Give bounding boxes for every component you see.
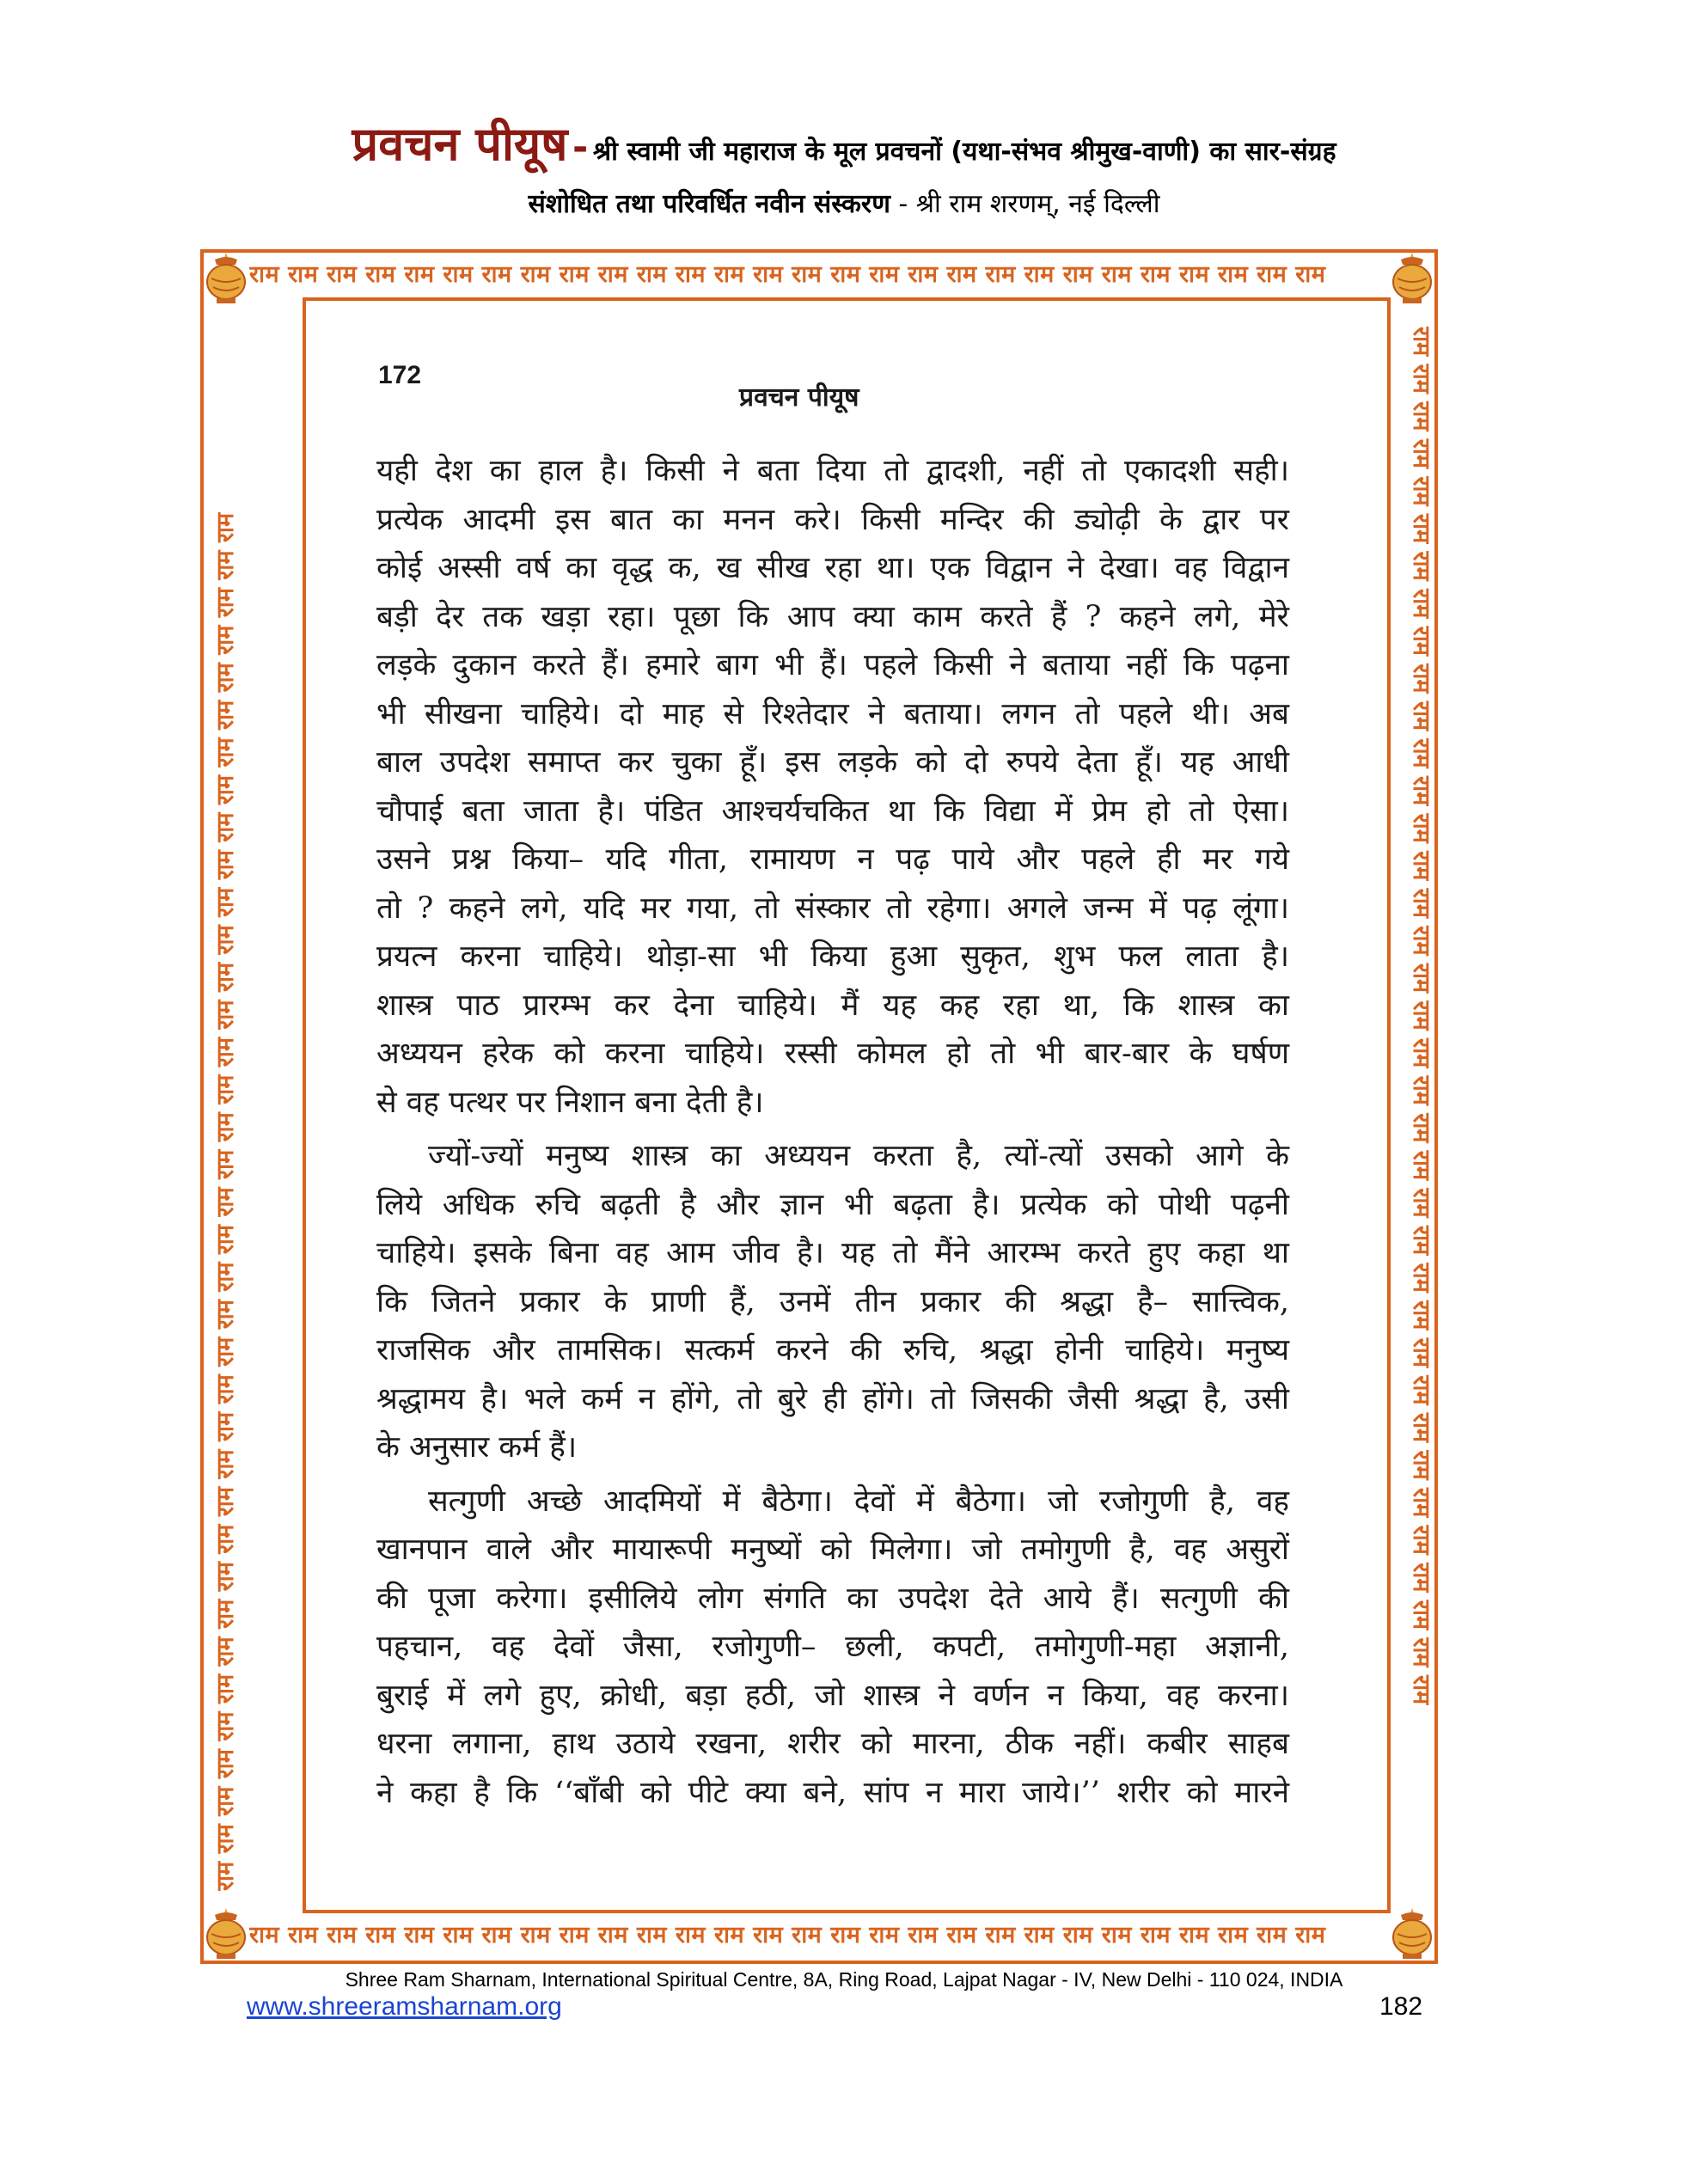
body-text-line: की पूजा करेगा। इसीलिये लोग संगति का उपदेश देते आये हैं। सत्गुणी की (376, 1581, 1289, 1616)
scan-running-title: प्रवचन पीयूष (739, 382, 859, 413)
book-subtitle: श्री स्वामी जी महाराज के मूल प्रवचनों (यथा-संभव श्रीमुख-वाणी) का सार-संग्रह (592, 137, 1336, 167)
body-text-line: राजसिक और तामसिक। सत्कर्म करने की रुचि, श्रद्धा होनी चाहिये। मनुष्य (376, 1333, 1289, 1367)
body-text-line: अध्ययन हरेक को करना चाहिये। रस्सी कोमल हो तो भी बार-बार के घर्षण (376, 1037, 1289, 1071)
ram-border-top: राम राम राम राम राम राम राम राम राम राम राम राम राम राम राम राम राम राम राम राम राम राम राम राम राम राम राम राम (249, 261, 1326, 288)
body-text-line: लड़के दुकान करते हैं। हमारे बाग भी हैं। पहले किसी ने बताया नहीं कि पढ़ना (376, 648, 1289, 682)
kalash-icon (1389, 251, 1435, 304)
body-text-line: चाहिये। इसके बिना वह आम जीव है। यह तो मैंने आरम्भ करते हुए कहा था (376, 1236, 1289, 1270)
body-text-line: बाल उपदेश समाप्त कर चुका हूँ। इस लड़के को दो रुपये देता हूँ। यह आधी (376, 745, 1289, 780)
body-text-line: उसने प्रश्न किया– यदि गीता, रामायण न पढ़ पाये और पहले ही मर गये (376, 842, 1289, 877)
body-text-line: खानपान वाले और मायारूपी मनुष्यों को मिलेगा। जो तमोगुणी है, वह असुरों (376, 1532, 1289, 1567)
scan-page-number: 172 (378, 361, 422, 389)
body-text-line: सत्गुणी अच्छे आदमियों में बैठेगा। देवों में बैठेगा। जो रजोगुणी है, वह (428, 1484, 1289, 1519)
body-text-line: चौपाई बता जाता है। पंडित आश्चर्यचकित था कि विद्या में प्रेम हो तो ऐसा। (376, 793, 1289, 829)
body-text-line: कि जितने प्रकार के प्राणी हैं, उनमें तीन प्रकार की श्रद्धा है– सात्त्विक, (376, 1284, 1289, 1319)
ram-border-bottom: राम राम राम राम राम राम राम राम राम राम राम राम राम राम राम राम राम राम राम राम राम राम राम राम राम राम राम राम (249, 1922, 1326, 1948)
body-text-line: बड़ी देर तक खड़ा रहा। पूछा कि आप क्या काम करते हैं ? कहने लगे, मेरे (376, 599, 1289, 634)
edition-label: संशोधित तथा परिवर्धित नवीन संस्करण (528, 189, 890, 219)
body-text-line: कोई अस्सी वर्ष का वृद्ध क, ख सीख रहा था। एक विद्वान ने देखा। वह विद्वान (376, 551, 1289, 585)
body-text-line: प्रत्येक आदमी इस बात का मनन करे। किसी मन्दिर की ड्योढ़ी के द्वार पर (376, 502, 1289, 537)
footer-page-number: 182 (1379, 1992, 1423, 2021)
body-text-line: प्रयत्न करना चाहिये। थोड़ा-सा भी किया हुआ सुकृत, शुभ फल लाता है। (376, 939, 1289, 974)
ram-border-right: राम राम राम राम राम राम राम राम राम राम राम राम राम राम राम राम राम राम राम राम राम राम राम राम राम राम राम राम राम राम राम राम राम राम राम राम राम (1408, 327, 1434, 1705)
book-title: प्रवचन पीयूष (352, 117, 568, 171)
body-text-line: ज्यों-ज्यों मनुष्य शास्त्र का अध्ययन करता है, त्यों-त्यों उसको आगे के (428, 1139, 1289, 1173)
title-separator: - (572, 125, 589, 169)
body-text-line: लिये अधिक रुचि बढ़ती है और ज्ञान भी बढ़ता है। प्रत्येक को पोथी पढ़नी (376, 1187, 1289, 1222)
website-link[interactable]: www.shreeramsharnam.org (247, 1992, 562, 2021)
ram-border-left: राम राम राम राम राम राम राम राम राम राम राम राम राम राम राम राम राम राम राम राम राम राम राम राम राम राम राम राम राम राम राम राम राम राम राम राम राम (212, 512, 239, 1891)
page-header-title (0, 110, 1688, 174)
body-text-line: शास्त्र पाठ प्रारम्भ कर देना चाहिये। मैं यह कह रहा था, कि शास्त्र का (376, 988, 1289, 1023)
footer-address: Shree Ram Sharnam, International Spiritual Centre, 8A, Ring Road, Lajpat Nagar - IV, New Delhi - 110 024, INDIA (345, 1968, 1343, 1991)
publisher-label: - श्री राम शरणम्, नई दिल्ली (890, 189, 1160, 219)
body-text-line: धरना लगाना, हाथ उठाये रखना, शरीर को मारना, ठीक नहीं। कबीर साहब (376, 1727, 1289, 1761)
body-text-line: श्रद्धामय है। भले कर्म न होंगे, तो बुरे ही होंगे। तो जिसकी जैसी श्रद्धा है, उसी (376, 1381, 1289, 1416)
body-text-line: ने कहा है कि ‘‘बाँबी को पीटे क्या बने, सांप न मारा जाये।’’ शरीर को मारने (376, 1775, 1289, 1810)
body-text-line: यही देश का हाल है। किसी ने बता दिया तो द्वादशी, नहीं तो एकादशी सही। (376, 454, 1289, 488)
scanned-page (378, 344, 1289, 1891)
body-text-line: तो ? कहने लगे, यदि मर गया, तो संस्कार तो रहेगा। अगले जन्म में पढ़ लूंगा। (376, 890, 1289, 926)
kalash-icon (203, 1906, 249, 1960)
body-text-line: बुराई में लगे हुए, क्रोधी, बड़ा हठी, जो शास्त्र ने वर्णन न किया, वह करना। (376, 1678, 1289, 1713)
body-text-line: पहचान, वह देवों जैसा, रजोगुणी– छली, कपटी, तमोगुणी-महा अज्ञानी, (376, 1630, 1289, 1664)
kalash-icon (203, 251, 249, 304)
page-header-edition (0, 185, 1688, 220)
scan-body-text (376, 447, 1289, 1817)
body-text-line: के अनुसार कर्म हैं। (376, 1430, 578, 1465)
body-text-line: से वह पत्थर पर निशान बना देती है। (376, 1085, 764, 1120)
kalash-icon (1389, 1906, 1435, 1960)
body-text-line: भी सीखना चाहिये। दो माह से रिश्तेदार ने बताया। लगन तो पहले थी। अब (376, 696, 1289, 731)
